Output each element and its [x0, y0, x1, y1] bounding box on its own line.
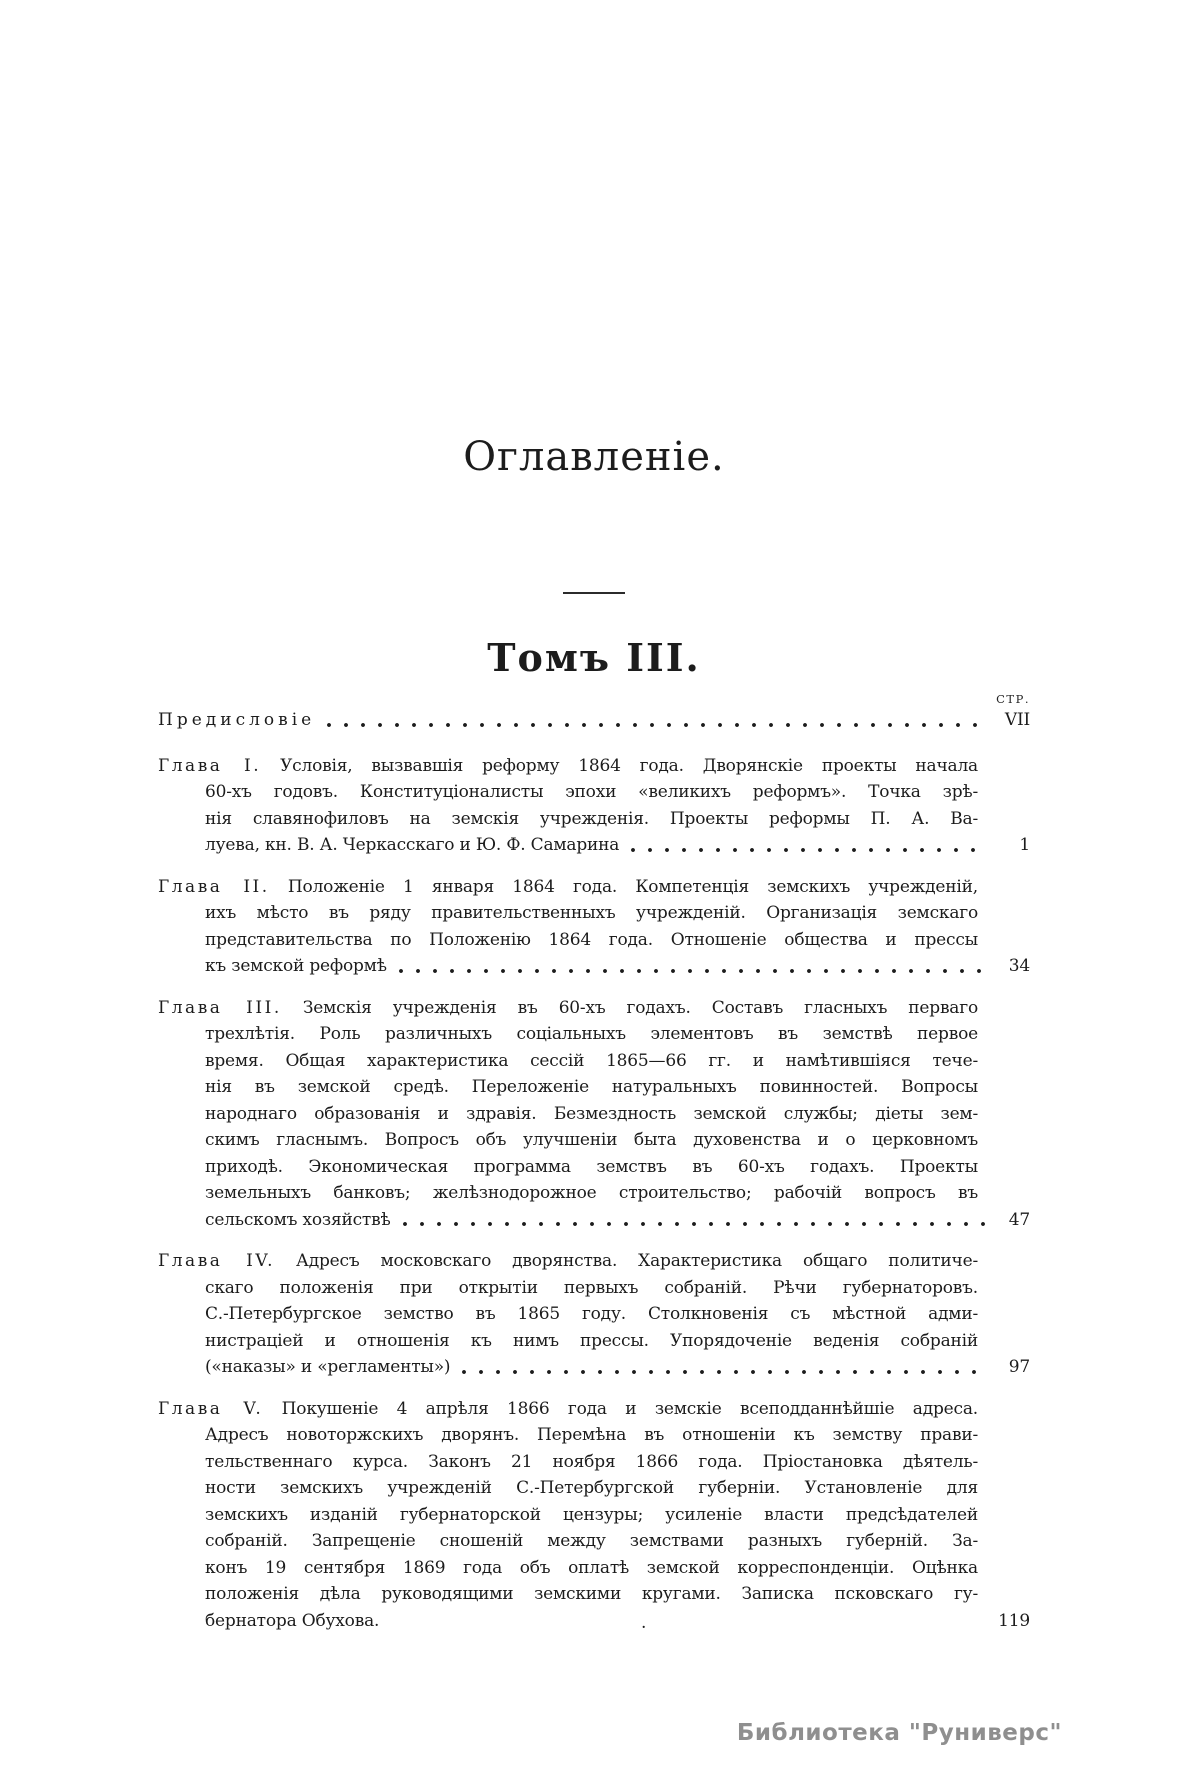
toc-line-text: Положеніе 1 января 1864 года. Компетенція земскихъ учрежденій, — [287, 876, 978, 897]
page-number: 119 — [998, 1610, 1030, 1631]
toc-line — [158, 753, 1030, 780]
toc-line — [158, 1396, 1030, 1423]
toc-line: приходѣ. Экономическая программа земствъ въ 60-хъ годахъ. Проекты — [205, 1156, 978, 1177]
toc-line: положенія дѣла руководящими земскими кругами. Записка псковскаго гу- — [205, 1584, 978, 1604]
toc-line-text: Адресъ московскаго дворянства. Характеристика общаго политиче- — [296, 1251, 978, 1271]
toc-line: скаго положенія при открытіи первыхъ собраній. Рѣчи губернаторовъ. — [205, 1277, 978, 1298]
page-number: 47 — [1008, 1209, 1030, 1230]
toc-line-last — [205, 832, 1030, 859]
toc-line-text: бернатора Обухова. — [205, 1610, 380, 1631]
chapter-label: Глава II. — [158, 876, 270, 897]
chapter-label: Глава I. — [158, 755, 262, 776]
toc-entry-chapter-1 — [158, 753, 1030, 859]
dot-leader — [631, 843, 986, 853]
toc-line-text: («наказы» и «регламенты») — [205, 1357, 451, 1377]
page-number: 97 — [1008, 1357, 1030, 1377]
toc-line: 60-хъ годовъ. Конституціоналисты эпохи «великихъ реформъ». Точка зрѣ- — [205, 782, 978, 802]
toc-entry-chapter-2 — [158, 874, 1030, 980]
page-title: Оглавленіе. — [463, 434, 725, 480]
toc-line-text: сельскомъ хозяйствѣ — [205, 1209, 391, 1230]
chapter-label: Глава V. — [158, 1398, 264, 1419]
volume-heading: Томъ III. — [487, 635, 701, 680]
toc-line-last — [205, 1354, 1030, 1381]
toc-line: собраній. Запрещеніе сношеній между земствами разныхъ губерній. За- — [205, 1531, 978, 1551]
toc-line: нія славянофиловъ на земскія учрежденія. Проекты реформы П. А. Ва- — [205, 808, 978, 829]
toc-line: трехлѣтія. Роль различныхъ соціальныхъ элементовъ въ земствѣ первое — [205, 1024, 978, 1044]
toc-line: С.-Петербургское земство въ 1865 году. Столкновенія съ мѣстной адми- — [205, 1304, 978, 1324]
toc-entry-chapter-3 — [158, 995, 1030, 1234]
table-of-contents — [158, 0, 1030, 1634]
page-column-label: СТР. — [996, 692, 1030, 706]
chapter-label: Глава IV. — [158, 1251, 276, 1271]
title-divider — [563, 592, 625, 594]
stray-period: . — [641, 1612, 647, 1633]
toc-line: земельныхъ банковъ; желѣзнодорожное строительство; рабочій вопросъ въ — [205, 1183, 978, 1203]
page-number: 1 — [1019, 835, 1030, 855]
toc-line: народнаго образованія и здравія. Безмездность земской службы; діеты зем- — [205, 1103, 978, 1124]
toc-line — [158, 995, 1030, 1022]
toc-list — [158, 707, 1030, 1634]
library-watermark: Библиотека "Руниверс" — [736, 1720, 1062, 1746]
toc-line: нистраціей и отношенія къ нимъ прессы. Упорядоченіе веденія собраній — [205, 1330, 978, 1351]
toc-line-last — [205, 1608, 1030, 1635]
toc-line — [158, 874, 1030, 901]
toc-line: представительства по Положенію 1864 года. Отношеніе общества и прессы — [205, 929, 978, 950]
toc-line: конъ 19 сентября 1869 года объ оплатѣ земской корреспонденціи. Оцѣнка — [205, 1557, 978, 1578]
preface-label: Предисловіе — [158, 710, 316, 730]
toc-line: нія въ земской средѣ. Переложеніе натуральныхъ повинностей. Вопросы — [205, 1077, 978, 1097]
toc-line: Адресъ новоторжскихъ дворянъ. Перемѣна въ отношеніи къ земству прави- — [205, 1425, 978, 1445]
toc-line-text: Земскія учрежденія въ 60-хъ годахъ. Составъ гласныхъ перваго — [302, 997, 978, 1018]
toc-line-text: луева, кн. В. А. Черкасскаго и Ю. Ф. Самарина — [205, 835, 620, 855]
dot-leader — [462, 1365, 986, 1375]
dot-leader — [327, 718, 986, 728]
dot-leader — [403, 1217, 986, 1227]
toc-line: скимъ гласнымъ. Вопросъ объ улучшеніи быта духовенства и о церковномъ — [205, 1130, 978, 1150]
chapter-label: Глава III. — [158, 997, 282, 1018]
toc-entry-preface — [158, 707, 1030, 734]
dot-leader — [399, 964, 986, 974]
toc-line-text: Условія, вызвавшія реформу 1864 года. Дворянскіе проекты начала — [280, 755, 978, 776]
toc-line: ихъ мѣсто въ ряду правительственныхъ учрежденій. Организація земскаго — [205, 903, 978, 923]
toc-line — [158, 1248, 1030, 1275]
dot-leader — [391, 1612, 986, 1633]
toc-line: тельственнаго курса. Законъ 21 ноября 1866 года. Пріостановка дѣятель- — [205, 1451, 978, 1472]
toc-line: ности земскихъ учрежденій С.-Петербургской губерніи. Установленіе для — [205, 1478, 978, 1498]
toc-line-last — [205, 1207, 1030, 1234]
toc-line-text: Покушеніе 4 апрѣля 1866 года и земскіе всеподданнѣйшіе адреса. — [281, 1398, 978, 1419]
toc-entry-chapter-4 — [158, 1248, 1030, 1381]
toc-line-last — [205, 953, 1030, 980]
page-number: 34 — [1008, 956, 1030, 976]
toc-line-text: къ земской реформѣ — [205, 956, 387, 976]
toc-line: земскихъ изданій губернаторской цензуры; усиленіе власти предсѣдателей — [205, 1504, 978, 1525]
toc-entry-chapter-5 — [158, 1396, 1030, 1635]
page-number: VII — [1004, 710, 1030, 730]
toc-line: время. Общая характеристика сессій 1865—66 гг. и намѣтившіяся тече- — [205, 1050, 978, 1071]
